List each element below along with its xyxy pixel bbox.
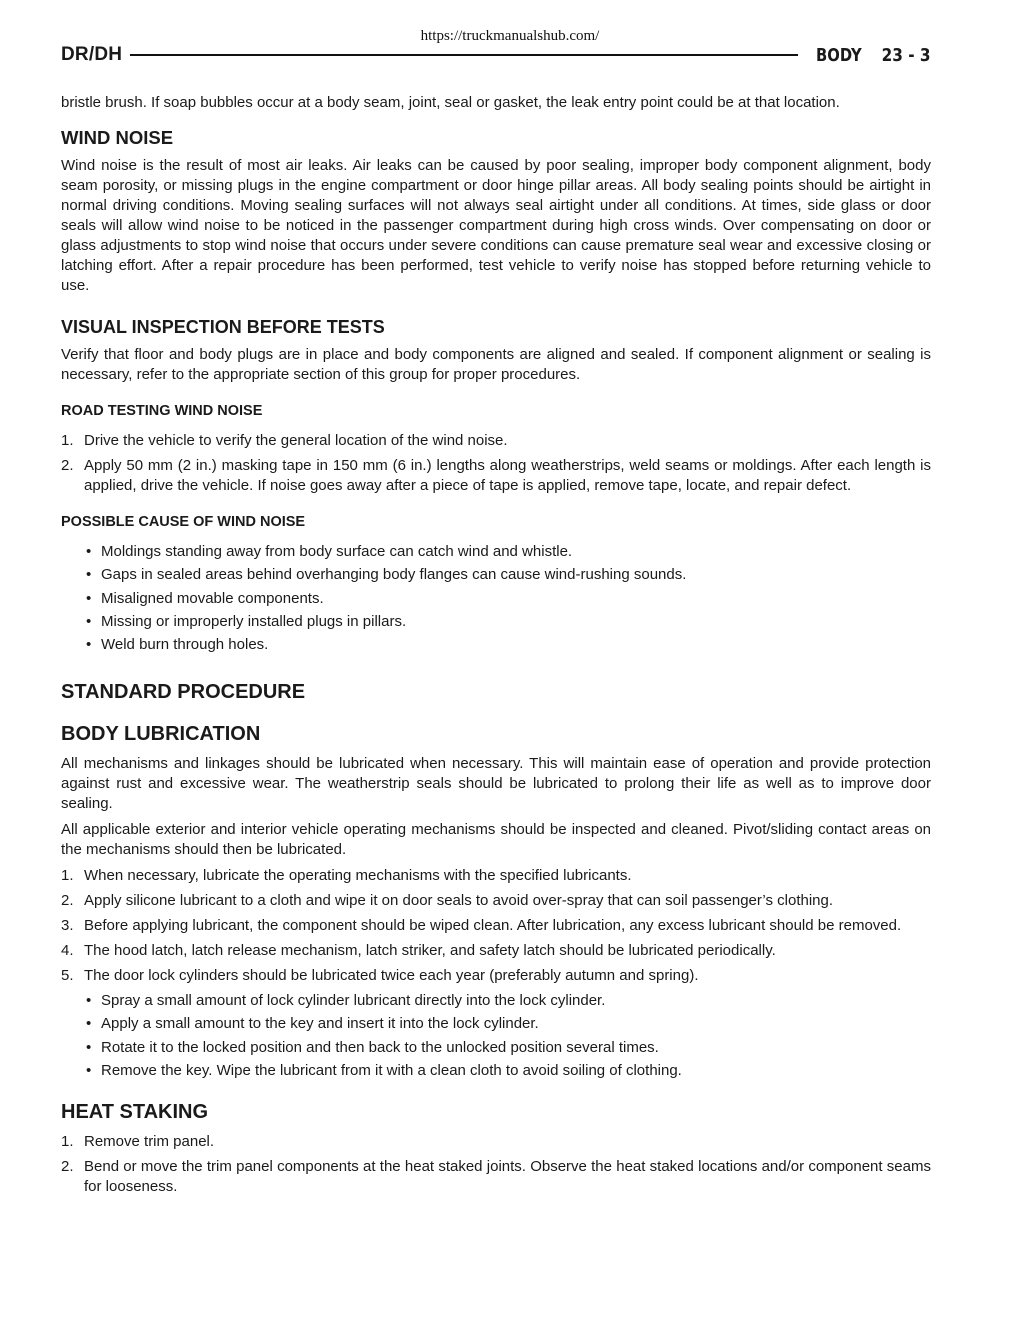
body-lubrication-heading: BODY LUBRICATION [61, 723, 261, 746]
list-item: • Rotate it to the locked position and then back to the unlocked position several times. [84, 1038, 931, 1058]
list-item: 1. Drive the vehicle to verify the general location of the wind noise. [61, 432, 508, 449]
list-item: 5. The door lock cylinders should be lubricated twice each year (preferably autumn and spring). [61, 967, 699, 985]
body-lubrication-paragraph-2: All applicable exterior and interior vehicle operating mechanisms should be inspected and cleaned. Pivot/sliding contact areas on the mechanisms should then be lubricated. [61, 821, 931, 859]
body-lubrication-steps [61, 866, 931, 986]
page-content [61, 93, 931, 1202]
list-item: • Missing or improperly installed plugs in pillars. [84, 612, 931, 632]
lock-cylinder-substeps [61, 991, 931, 1081]
wind-noise-paragraph: Wind noise is the result of most air leaks. Air leaks can be caused by poor sealing, improper body component alignment, body seam porosity, or missing plugs in the engine compartment or door hinge pillar areas. All body sealing points should be airtight in normal driving conditions. Moving sealing surfaces will not always seal airtight under all conditions. At times, side glass or door seals will allow wind noise to be noticed in the passenger compartment during high cross winds. Over compensating on door or glass adjustments to stop wind noise that occurs under severe conditions can cause premature seal wear and excessive closing or latching effort. After a repair procedure has been performed, test vehicle to verify noise has stopped before returning vehicle to use. [61, 157, 931, 294]
wind-noise-heading: WIND NOISE [61, 127, 174, 148]
road-testing-steps [61, 431, 931, 496]
list-item: • Gaps in sealed areas behind overhanging body flanges can cause wind-rushing sounds. [84, 565, 931, 585]
section-name: BODY [815, 44, 862, 66]
list-item: • Remove the key. Wipe the lubricant from it with a clean cloth to avoid soiling of clothing. [84, 1061, 931, 1081]
header-rule [130, 54, 798, 56]
possible-cause-heading: POSSIBLE CAUSE OF WIND NOISE [61, 514, 306, 530]
list-item: • Spray a small amount of lock cylinder lubricant directly into the lock cylinder. [84, 991, 931, 1011]
model-code: DR/DH [61, 44, 123, 65]
heat-staking-steps [61, 1132, 931, 1197]
list-item: 1. Remove trim panel. [61, 1133, 215, 1151]
source-url[interactable]: https://truckmanualshub.com/ [420, 28, 600, 44]
page-number: 23 - 3 [882, 44, 931, 66]
intro-paragraph: bristle brush. If soap bubbles occur at a body seam, joint, seal or gasket, the leak entry point could be at that location. [61, 94, 840, 111]
list-item: 2. Bend or move the trim panel components at the heat staked joints. Observe the heat staked locations and/or component seams for looseness. [61, 1158, 931, 1196]
list-item: 1. When necessary, lubricate the operating mechanisms with the specified lubricants. [61, 867, 632, 885]
heat-staking-heading: HEAT STAKING [61, 1101, 209, 1124]
list-item: • Apply a small amount to the key and insert it into the lock cylinder. [84, 1014, 931, 1034]
list-item: • Misaligned movable components. [84, 589, 931, 609]
possible-cause-list [61, 542, 931, 655]
list-item: 3. Before applying lubricant, the component should be wiped clean. After lubrication, any excess lubricant should be removed. [61, 917, 902, 935]
list-item: 2. Apply silicone lubricant to a cloth and wipe it on door seals to avoid over-spray that can soil passenger’s clothing. [61, 892, 834, 910]
list-item: • Weld burn through holes. [84, 635, 931, 655]
standard-procedure-heading: STANDARD PROCEDURE [61, 681, 306, 704]
list-item: 2. Apply 50 mm (2 in.) masking tape in 150 mm (6 in.) lengths along weatherstrips, weld seams or moldings. After each length is applied, drive the vehicle. If noise goes away after a piece of tape is applied, remove tape, locate, and repair defect. [61, 457, 931, 494]
body-lubrication-paragraph-1: All mechanisms and linkages should be lubricated when necessary. This will maintain ease of operation and provide protection against rust and excessive wear. The weatherstrip seals should be lubricated to prolong their life as well as to improve door sealing. [61, 755, 931, 813]
list-item: 4. The hood latch, latch release mechanism, latch striker, and safety latch should be lubricated periodically. [61, 942, 776, 960]
list-item: • Moldings standing away from body surface can catch wind and whistle. [84, 542, 931, 562]
visual-inspection-paragraph: Verify that floor and body plugs are in place and body components are aligned and sealed. If component alignment or sealing is necessary, refer to the appropriate section of this group for proper procedures. [61, 346, 931, 383]
page-header [61, 44, 931, 66]
road-testing-heading: ROAD TESTING WIND NOISE [61, 403, 263, 419]
visual-inspection-heading: VISUAL INSPECTION BEFORE TESTS [61, 317, 385, 337]
